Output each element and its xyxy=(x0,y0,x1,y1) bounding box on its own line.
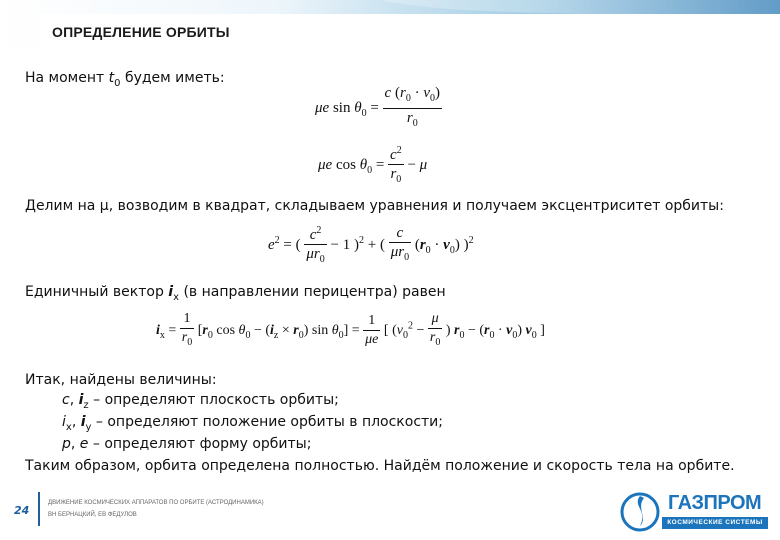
logo-subtitle: КОСМИЧЕСКИЕ СИСТЕМЫ xyxy=(662,517,768,529)
result-item-position: $i_x$, $i_y$ – определяют положение орбиты в плоскости; xyxy=(62,414,443,433)
page-number: 24 xyxy=(14,504,30,517)
flame-globe-icon xyxy=(618,488,662,532)
text-line-eccentricity: Делим на μ, возводим в квадрат, складываем уравнения и получаем эксцентриситет орбиты: xyxy=(25,198,724,214)
equation-unit-vector: $i_x$ = $\frac{1}{r_0}$ [$r_0$ $\cos \theta_0 - (i_z \times r_0)$ $\sin \theta_0$] = $\frac{1}{\mu e}$ [ ($v_0^2$ − $\frac{\mu}{r_0}$ ) $r_0 - (r_0 \cdot v_0)$ $v_0$ ] xyxy=(156,311,545,348)
text-line-moment: На момент $t_0$ будем иметь: xyxy=(25,70,225,89)
logo-wordmark: ГАЗПРОМ xyxy=(668,492,762,514)
result-item-shape: p, e – определяют форму орбиты; xyxy=(62,436,312,452)
slide-title: ОПРЕДЕЛЕНИЕ ОРБИТЫ xyxy=(52,24,230,40)
gazprom-logo xyxy=(618,488,768,532)
equation-e-sin: μe $\sin \theta_0$ = $\frac{c (r_0 \cdot v_0)}{r_0}$ xyxy=(315,85,440,129)
footer-course-title: ДВИЖЕНИЕ КОСМИЧЕСКИХ АППАРАТОВ ПО ОРБИТЕ (АСТРОДИНАМИКА) xyxy=(48,500,264,506)
results-intro: Итак, найдены величины: xyxy=(25,372,217,388)
equation-eccentricity: $e^2$ = ( $\frac{c^2}{\mu r_0}$ − 1 )$^2$ + ( $\frac{c}{\mu r_0}$ $(r_0 \cdot v_0)$ )$^2$ xyxy=(268,222,474,269)
footer-authors: ВН БЕРНАЦКИЙ, ЕВ ФЕДУЛОВ xyxy=(48,512,137,518)
result-item-plane: c, $i_z$ – определяют плоскость орбиты; xyxy=(62,392,339,411)
equation-e-cos: μe $\cos \theta_0$ = $\frac{c^2}{r_0}$ − μ xyxy=(318,142,427,189)
conclusion-text: Таким образом, орбита определена полностью. Найдём положение и скорость тела на орбите. xyxy=(25,458,735,474)
footer-divider xyxy=(38,492,40,526)
text-line-unit-vector: Единичный вектор $i_x$ (в направлении перицентра) равен xyxy=(25,284,446,303)
